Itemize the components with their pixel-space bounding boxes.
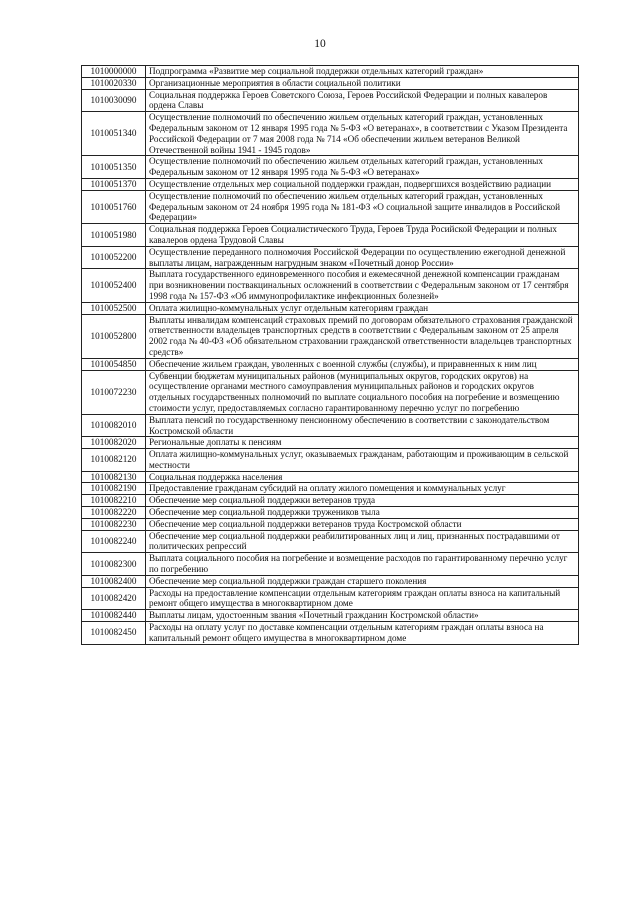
table-row — [82, 449, 579, 472]
table-row — [82, 224, 579, 247]
row-code: 1010072230 — [82, 370, 146, 414]
row-code: 1010051370 — [82, 178, 146, 190]
table-row — [82, 553, 579, 576]
table-row — [82, 77, 579, 89]
table-row — [82, 89, 579, 112]
table-row — [82, 471, 579, 483]
table-row — [82, 302, 579, 314]
row-description: Выплаты лицам, удостоенным звания «Почетный гражданин Костромской области» — [146, 610, 579, 622]
row-code: 1010082440 — [82, 610, 146, 622]
row-description: Субвенции бюджетам муниципальных районов (муниципальных округов, городских округов) на осуществление органами местного самоуправления муниципальных районов и городских округов отдельных государственных полномочий по выплате социального пособия на погребение и возмещению стоимости услуг, предоставляемых согласно гарантированному перечню услуг по погребению — [146, 370, 579, 414]
row-code: 1010082230 — [82, 518, 146, 530]
row-code: 1010082420 — [82, 587, 146, 610]
table-row — [82, 66, 579, 78]
table-row — [82, 414, 579, 437]
row-description: Оплата жилищно-коммунальных услуг отдельным категориям граждан — [146, 302, 579, 314]
row-code: 1010082120 — [82, 449, 146, 472]
row-description: Расходы на оплату услуг по доставке компенсации отдельным категориям граждан оплаты взноса на капитальный ремонт общего имущества в многоквартирном доме — [146, 622, 579, 645]
table-row — [82, 246, 579, 269]
table-row — [82, 530, 579, 553]
row-code: 1010082210 — [82, 495, 146, 507]
table-row — [82, 178, 579, 190]
classification-table — [81, 65, 579, 645]
row-code: 1010054850 — [82, 358, 146, 370]
row-description: Осуществление отдельных мер социальной поддержки граждан, подвергшихся воздействию радиации — [146, 178, 579, 190]
row-code: 1010030090 — [82, 89, 146, 112]
row-description: Выплаты инвалидам компенсаций страховых премий по договорам обязательного страхования гражданской ответственности владельцев транспортных средств в соответствии с Федеральным законом от 25 апреля 2002 года № 40-ФЗ «Об обязательном страховании гражданской ответственности владельцев транспортных средств» — [146, 314, 579, 358]
row-code: 1010052400 — [82, 269, 146, 302]
row-code: 1010052200 — [82, 246, 146, 269]
table-row — [82, 622, 579, 645]
row-code: 1010082450 — [82, 622, 146, 645]
row-description: Осуществление полномочий по обеспечению жильем отдельных категорий граждан, установленных Федеральным законом от 24 ноября 1995 года № 181-ФЗ «О социальной защите инвалидов в Российской Федерации» — [146, 190, 579, 223]
row-code: 1010082020 — [82, 437, 146, 449]
table-row — [82, 507, 579, 519]
table-row — [82, 495, 579, 507]
row-description: Осуществление полномочий по обеспечению жильем отдельных категорий граждан, установленных Федеральным законом от 12 января 1995 года № 5-ФЗ «О ветеранах», в соответствии с Указом Президента Российской Федерации от 7 мая 2008 года № 714 «Об обеспечении жильем ветеранов Великой Отечественной войны 1941 - 1945 годов» — [146, 112, 579, 156]
row-code: 1010052800 — [82, 314, 146, 358]
table-row — [82, 518, 579, 530]
table-row — [82, 269, 579, 302]
table-row — [82, 437, 579, 449]
row-code: 1010020330 — [82, 77, 146, 89]
row-description: Обеспечение мер социальной поддержки граждан старшего поколения — [146, 575, 579, 587]
row-description: Обеспечение мер социальной поддержки ветеранов труда Костромской области — [146, 518, 579, 530]
row-description: Социальная поддержка населения — [146, 471, 579, 483]
table-row — [82, 156, 579, 179]
row-code: 1010052500 — [82, 302, 146, 314]
table-row — [82, 575, 579, 587]
row-code: 1010082130 — [82, 471, 146, 483]
table-row — [82, 190, 579, 223]
row-code: 1010082240 — [82, 530, 146, 553]
table-body — [82, 66, 579, 645]
row-code: 1010000000 — [82, 66, 146, 78]
row-description: Региональные доплаты к пенсиям — [146, 437, 579, 449]
table-row — [82, 314, 579, 358]
table-row — [82, 370, 579, 414]
page-number: 10 — [314, 38, 326, 50]
row-description: Осуществление полномочий по обеспечению жильем отдельных категорий граждан, установленных Федеральным законом от 12 января 1995 года № 5-ФЗ «О ветеранах» — [146, 156, 579, 179]
table-row — [82, 358, 579, 370]
table-row — [82, 610, 579, 622]
row-code: 1010082010 — [82, 414, 146, 437]
table-row — [82, 112, 579, 156]
row-code: 1010051980 — [82, 224, 146, 247]
row-description: Обеспечение жильем граждан, уволенных с военной службы (службы), и приравненных к ним лиц — [146, 358, 579, 370]
table-row — [82, 483, 579, 495]
row-code: 1010051760 — [82, 190, 146, 223]
row-description: Оплата жилищно-коммунальных услуг, оказываемых гражданам, работающим и проживающим в сельской местности — [146, 449, 579, 472]
row-description: Расходы на предоставление компенсации отдельным категориям граждан оплаты взноса на капитальный ремонт общего имущества в многоквартирном доме — [146, 587, 579, 610]
row-description: Социальная поддержка Героев Социалистического Труда, Героев Труда Росийской Федерации и полных кавалеров ордена Трудовой Славы — [146, 224, 579, 247]
row-description: Выплата социального пособия на погребение и возмещение расходов по гарантированному перечню услуг по погребению — [146, 553, 579, 576]
row-code: 1010051350 — [82, 156, 146, 179]
row-code: 1010082400 — [82, 575, 146, 587]
row-description: Обеспечение мер социальной поддержки тружеников тыла — [146, 507, 579, 519]
row-code: 1010082190 — [82, 483, 146, 495]
table-row — [82, 587, 579, 610]
row-description: Выплата государственного единовременного пособия и ежемесячной денежной компенсации гражданам при возникновении поствакцинальных осложнений в соответствии с Федеральным законом от 17 сентября 1998 года № 157-ФЗ «Об иммунопрофилактике инфекционных болезней» — [146, 269, 579, 302]
row-description: Подпрограмма «Развитие мер социальной поддержки отдельных категорий граждан» — [146, 66, 579, 78]
row-code: 1010082300 — [82, 553, 146, 576]
row-description: Предоставление гражданам субсидий на оплату жилого помещения и коммунальных услуг — [146, 483, 579, 495]
row-code: 1010051340 — [82, 112, 146, 156]
row-description: Выплата пенсий по государственному пенсионному обеспечению в соответствии с законодательством Костромской области — [146, 414, 579, 437]
row-code: 1010082220 — [82, 507, 146, 519]
row-description: Организационные мероприятия в области социальной политики — [146, 77, 579, 89]
row-description: Обеспечение мер социальной поддержки реабилитированных лиц и лиц, признанных пострадавшими от политических репрессий — [146, 530, 579, 553]
row-description: Социальная поддержка Героев Советского Союза, Героев Российской Федерации и полных кавалеров ордена Славы — [146, 89, 579, 112]
row-description: Обеспечение мер социальной поддержки ветеранов труда — [146, 495, 579, 507]
row-description: Осуществление переданного полномочия Российской Федерации по осуществлению ежегодной денежной выплаты лицам, награжденным нагрудным знаком «Почетный донор России» — [146, 246, 579, 269]
